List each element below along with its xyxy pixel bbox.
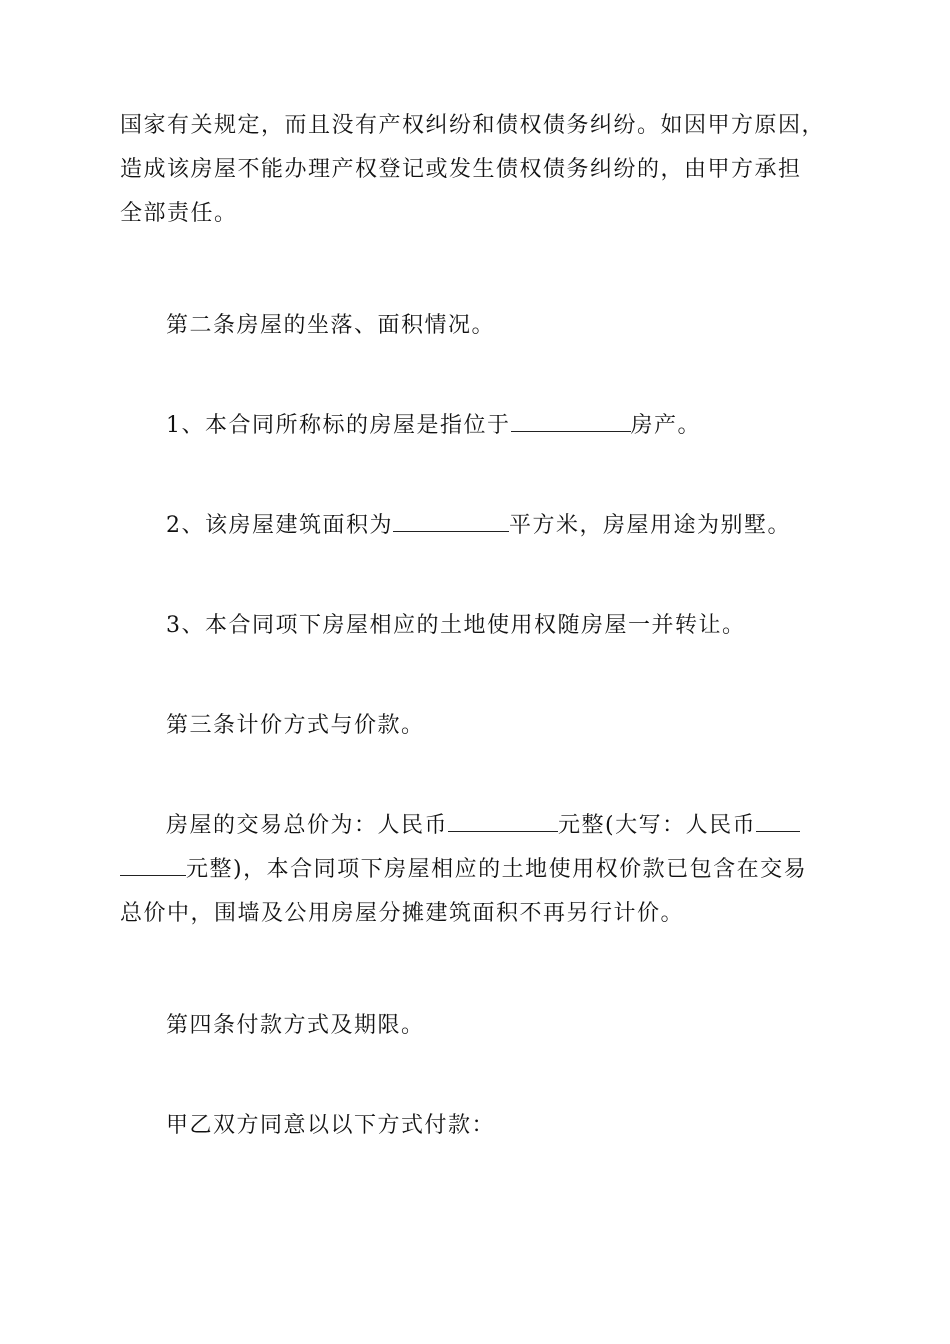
text-line: 造成该房屋不能办理产权登记或发生债权债务纠纷的，由甲方承担 xyxy=(120,157,802,182)
text-line xyxy=(120,504,832,548)
text-line: 国家有关规定，而且没有产权纠纷和债权债务纠纷。如因甲方原因， xyxy=(120,113,826,138)
capital-price-blank-end[interactable] xyxy=(120,857,186,876)
item-2-area xyxy=(120,504,832,548)
paragraph-liability xyxy=(120,104,832,236)
article-4-heading xyxy=(120,1004,832,1048)
area-blank[interactable] xyxy=(393,513,509,532)
text-line: 全部责任。 xyxy=(120,201,238,226)
price-label: 房屋的交易总价为：人民币 xyxy=(166,813,449,838)
item-2-suffix: 平方米，房屋用途为别墅。 xyxy=(509,513,792,538)
text-line: 总价中，围墙及公用房屋分摊建筑面积不再另行计价。 xyxy=(120,901,685,926)
item-3-land-use xyxy=(120,604,832,648)
text-line xyxy=(120,848,832,892)
item-1-suffix: 房产。 xyxy=(630,413,702,438)
item-1-location xyxy=(120,404,832,448)
location-blank[interactable] xyxy=(511,413,631,432)
text-line xyxy=(120,404,832,448)
text-line: 3、本合同项下房屋相应的土地使用权随房屋一并转让。 xyxy=(166,613,746,638)
capital-price-blank-start[interactable] xyxy=(756,813,800,832)
price-capital-label: 元整(大写：人民币 xyxy=(558,813,757,838)
price-blank[interactable] xyxy=(448,813,558,832)
paragraph-price xyxy=(120,804,832,936)
text-line xyxy=(120,804,832,848)
paragraph-payment xyxy=(120,1104,832,1148)
text-line: 第二条房屋的坐落、面积情况。 xyxy=(166,313,496,338)
price-line-2: 元整)，本合同项下房屋相应的土地使用权价款已包含在交易 xyxy=(186,857,808,882)
article-2-heading xyxy=(120,304,832,348)
text-line: 第三条计价方式与价款。 xyxy=(166,713,425,738)
text-line: 甲乙双方同意以以下方式付款： xyxy=(166,1113,496,1138)
article-3-heading xyxy=(120,704,832,748)
item-2-label: 2、该房屋建筑面积为 xyxy=(166,513,393,538)
item-1-label: 1、本合同所称标的房屋是指位于 xyxy=(166,413,511,438)
text-line: 第四条付款方式及期限。 xyxy=(166,1013,425,1038)
